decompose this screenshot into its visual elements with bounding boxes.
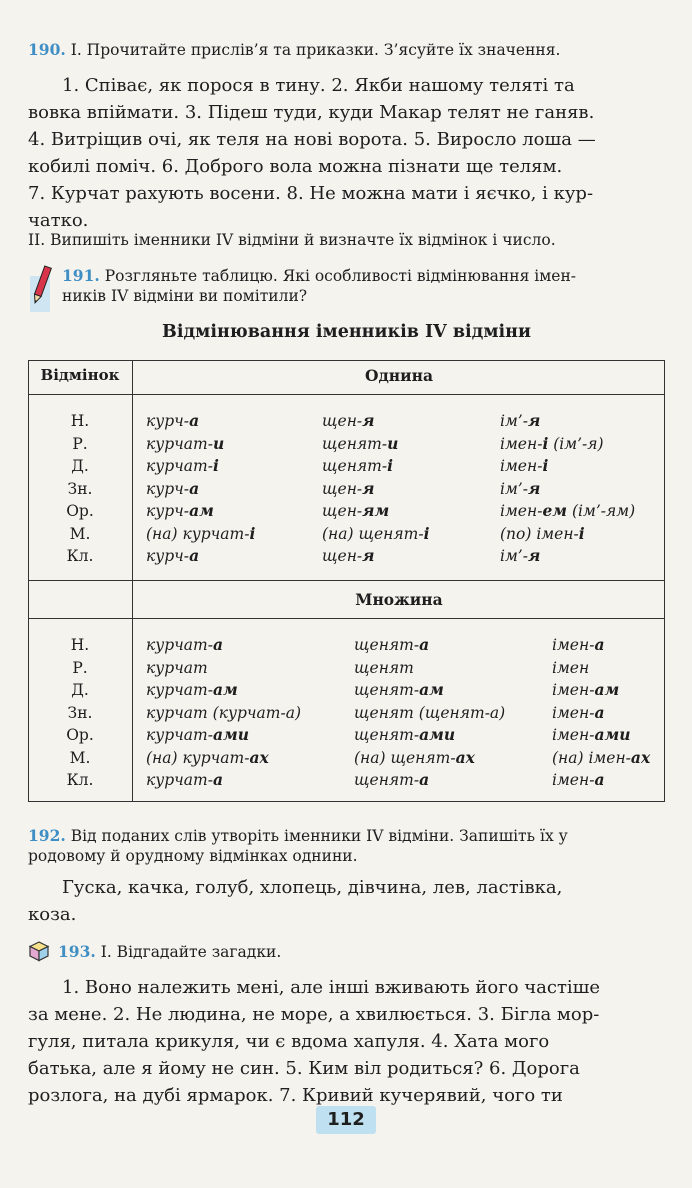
word-stem: (по) імен- <box>500 524 579 543</box>
plural-column-imena <box>552 634 664 792</box>
word-form <box>354 724 549 747</box>
text-line: Гуска, качка, голуб, хлопець, дівчина, лев, ластівка, <box>62 877 563 898</box>
word-form <box>354 747 549 770</box>
word-stem: (на) курчат- <box>146 748 250 767</box>
word-form <box>322 500 492 523</box>
case-label: Д. <box>71 457 89 475</box>
word-ending: а <box>213 635 224 654</box>
text-line: чатко. <box>28 210 89 231</box>
word-stem: імен- <box>500 457 543 475</box>
word-stem: курчат- <box>146 434 213 453</box>
word-form <box>552 769 664 792</box>
word-ending: я <box>527 478 541 498</box>
word-form <box>322 455 492 478</box>
word-form <box>552 702 664 725</box>
word-stem: щен- <box>322 412 363 430</box>
plural-cases <box>28 634 132 792</box>
singular-column-imia <box>500 410 665 568</box>
text-line: розлога, на дубі ярмарок. 7. Кривий кучерявий, чого ти <box>28 1085 563 1106</box>
plural-column-kurchata <box>146 634 351 792</box>
case-label: Д. <box>71 681 89 699</box>
plural-column-shcheniata <box>354 634 549 792</box>
word-ending: а <box>594 770 605 789</box>
word-ending: ами <box>419 725 456 744</box>
word-form <box>322 433 492 456</box>
exercise-190-instruction <box>28 40 668 60</box>
word-ending: я <box>362 546 375 565</box>
word-form <box>552 657 664 680</box>
word-ending: і <box>213 456 219 475</box>
exercise-193-riddles <box>28 974 666 1109</box>
exercise-191-instruction <box>62 266 667 306</box>
word-ending: і <box>542 456 549 475</box>
word-stem: імен- <box>552 771 595 789</box>
word-form <box>322 523 492 546</box>
case-label: Кл. <box>66 771 94 789</box>
case-label: М. <box>69 524 91 543</box>
case-label: Н. <box>70 412 90 430</box>
word-ending: ам <box>419 680 444 699</box>
exercise-192-instruction <box>28 826 668 866</box>
singular-cases <box>28 410 132 568</box>
text-line: за мене. 2. Не людина, не море, а хвилюється. 3. Бігла мор- <box>28 1004 600 1025</box>
word-stem: імен- <box>552 681 595 699</box>
word-form <box>146 410 316 433</box>
word-stem: курчат- <box>146 681 213 699</box>
word-ending: я <box>527 546 541 565</box>
text-line: 1. Співає, як порося в тину. 2. Якби нашому теляті та <box>62 75 575 96</box>
word-ending: і <box>578 523 585 543</box>
word-stem: (на) курчат- <box>146 524 250 543</box>
word-ending: і <box>387 456 393 475</box>
word-ending: я <box>362 411 375 430</box>
word-form <box>146 455 316 478</box>
word-ending: ах <box>249 747 269 767</box>
word-form <box>146 433 316 456</box>
word-form <box>500 433 665 456</box>
word-form <box>146 545 316 568</box>
word-stem: (на) імен- <box>552 748 631 767</box>
word-form <box>354 702 549 725</box>
case-label: Р. <box>72 658 88 677</box>
word-form <box>500 478 665 501</box>
word-stem: ім’- <box>500 479 528 498</box>
word-form <box>552 724 664 747</box>
word-ending: і <box>423 523 430 543</box>
exercise-number: 192. <box>28 826 66 845</box>
word-stem: курч- <box>146 502 190 520</box>
word-stem: імен <box>552 658 590 677</box>
word-stem: курчат- <box>146 636 213 654</box>
word-form <box>552 679 664 702</box>
text-line: вовка впіймати. 3. Підеш туди, куди Макар телят не ганяв. <box>28 102 595 123</box>
word-ending: і <box>249 523 256 543</box>
exercise-number: 190. <box>28 40 66 59</box>
instruction-text: I. Відгадайте загадки. <box>100 943 282 961</box>
case-label: Зн. <box>67 479 93 498</box>
word-stem: щен- <box>322 502 363 520</box>
word-stem: щенят (щенят-а) <box>354 703 506 722</box>
word-form <box>500 410 665 433</box>
plural-header: Множина <box>355 590 443 609</box>
word-stem: щенят- <box>322 434 388 453</box>
case-label: Н. <box>70 636 90 654</box>
word-stem: щен- <box>322 547 363 565</box>
word-ending: ах <box>455 747 475 767</box>
word-stem: курчат (курчат-а) <box>146 703 301 722</box>
word-stem: ім’- <box>500 547 528 565</box>
text-line: 7. Курчат рахують восени. 8. Не можна мати і яєчко, і кур- <box>28 183 594 204</box>
word-stem: курч- <box>146 412 190 430</box>
instruction-text: Від поданих слів утворіть іменники IV відміни. Запишіть їх у <box>70 827 568 845</box>
exercise-number: 193. <box>58 942 96 961</box>
word-stem: щенят <box>354 658 414 677</box>
word-ending: ами <box>594 725 631 744</box>
word-stem: імен- <box>552 636 595 654</box>
case-label: Зн. <box>67 703 93 722</box>
word-form <box>500 455 665 478</box>
word-stem: імен- <box>552 726 595 744</box>
word-ending: ами <box>213 725 250 744</box>
exercise-193-instruction <box>58 942 658 962</box>
word-form <box>146 769 351 792</box>
text-line: 4. Витріщив очі, як теля на нові ворота. 5. Виросло лоша — <box>28 129 596 150</box>
word-ending: и <box>387 433 399 453</box>
word-stem: імен- <box>552 703 595 722</box>
word-ending: ам <box>189 501 214 520</box>
exercise-number: 191. <box>62 266 100 285</box>
case-label: Кл. <box>66 547 94 565</box>
word-stem: щенят- <box>354 771 420 789</box>
instruction-text: Розгляньте таблицю. Які особливості відмінювання імен- <box>104 267 577 285</box>
word-form <box>354 657 549 680</box>
cube-icon <box>28 940 50 962</box>
word-form <box>322 410 492 433</box>
word-ending: я <box>362 478 375 498</box>
word-stem: ім’- <box>500 412 528 430</box>
word-stem: (на) щенят- <box>354 748 456 767</box>
row-divider <box>28 618 665 619</box>
word-ending: я <box>527 411 541 430</box>
word-ending: а <box>189 411 200 430</box>
word-form <box>552 634 664 657</box>
word-ending: ам <box>213 680 238 699</box>
word-stem: курчат <box>146 658 208 677</box>
case-label: Ор. <box>66 726 94 744</box>
text-line: 1. Воно належить мені, але інші вживають його частіше <box>62 977 601 998</box>
word-ending: а <box>419 770 430 789</box>
word-form <box>146 523 316 546</box>
word-stem: щен- <box>322 479 363 498</box>
singular-column-shchenia <box>322 410 492 568</box>
row-divider <box>28 394 665 395</box>
word-variant: (ім’-я) <box>548 434 604 453</box>
word-ending: и <box>213 433 225 453</box>
instruction-text: родовому й орудному відмінках однини. <box>28 847 358 865</box>
word-form <box>146 500 316 523</box>
text-line: гуля, питала крикуля, чи є вдома хапуля. 4. Хата мого <box>28 1031 550 1052</box>
word-ending: ем <box>542 501 568 520</box>
word-stem: курч- <box>146 479 190 498</box>
word-ending: а <box>594 635 605 654</box>
word-stem: щенят- <box>322 457 388 475</box>
case-label: М. <box>69 748 91 767</box>
exercise-192-words <box>28 874 666 928</box>
word-form <box>146 747 351 770</box>
word-form <box>146 478 316 501</box>
word-ending: а <box>594 702 605 722</box>
case-label: Р. <box>72 434 88 453</box>
word-ending: ям <box>362 501 390 520</box>
text-line: кобилі поміч. 6. Доброго вола можна пізнати ще телям. <box>28 156 563 177</box>
word-variant: (ім’-ям) <box>567 502 636 520</box>
word-stem: курчат- <box>146 726 213 744</box>
word-ending: а <box>189 478 200 498</box>
exercise-190-part2: II. Випишіть іменники IV відміни й визначте їх відмінок і число. <box>28 231 556 249</box>
word-form <box>322 478 492 501</box>
word-form <box>552 747 664 770</box>
word-ending: ах <box>630 747 651 767</box>
exercise-190-proverbs <box>28 72 666 234</box>
word-form <box>500 545 665 568</box>
text-line: коза. <box>28 904 77 925</box>
word-stem: імен- <box>500 502 543 520</box>
text-line: батька, але я йому не син. 5. Ким віл родиться? 6. Дорога <box>28 1058 580 1079</box>
word-stem: (на) щенят- <box>322 524 424 543</box>
word-ending: а <box>419 635 430 654</box>
word-form <box>146 679 351 702</box>
singular-header: Однина <box>364 366 434 385</box>
word-stem: щенят- <box>354 636 420 654</box>
word-stem: щенят- <box>354 726 420 744</box>
word-stem: курчат- <box>146 457 213 475</box>
word-form <box>146 634 351 657</box>
word-stem: щенят- <box>354 681 420 699</box>
word-stem: імен- <box>500 434 543 453</box>
word-form <box>354 634 549 657</box>
word-ending: а <box>189 546 200 565</box>
word-stem: курч- <box>146 547 190 565</box>
singular-column-kurcha <box>146 410 316 568</box>
word-ending: ам <box>594 680 620 699</box>
word-form <box>354 679 549 702</box>
page-number: 112 <box>316 1106 376 1134</box>
word-form <box>146 657 351 680</box>
instruction-text: ників IV відміни ви помітили? <box>62 287 308 305</box>
word-form <box>500 500 665 523</box>
word-form <box>146 724 351 747</box>
word-form <box>500 523 665 546</box>
case-label: Ор. <box>66 502 94 520</box>
instruction-text: I. Прочитайте прислів’я та приказки. З’ясуйте їх значення. <box>70 41 561 59</box>
column-divider <box>132 360 133 802</box>
word-form <box>146 702 351 725</box>
row-divider <box>28 580 665 581</box>
column-header-case: Відмінок <box>40 366 120 384</box>
table-title: Відмінювання іменників IV відміни <box>162 322 531 342</box>
word-form <box>354 769 549 792</box>
word-ending: а <box>213 770 224 789</box>
pencil-icon <box>30 262 52 314</box>
word-form <box>322 545 492 568</box>
word-ending: і <box>542 433 549 453</box>
word-stem: курчат- <box>146 771 213 789</box>
